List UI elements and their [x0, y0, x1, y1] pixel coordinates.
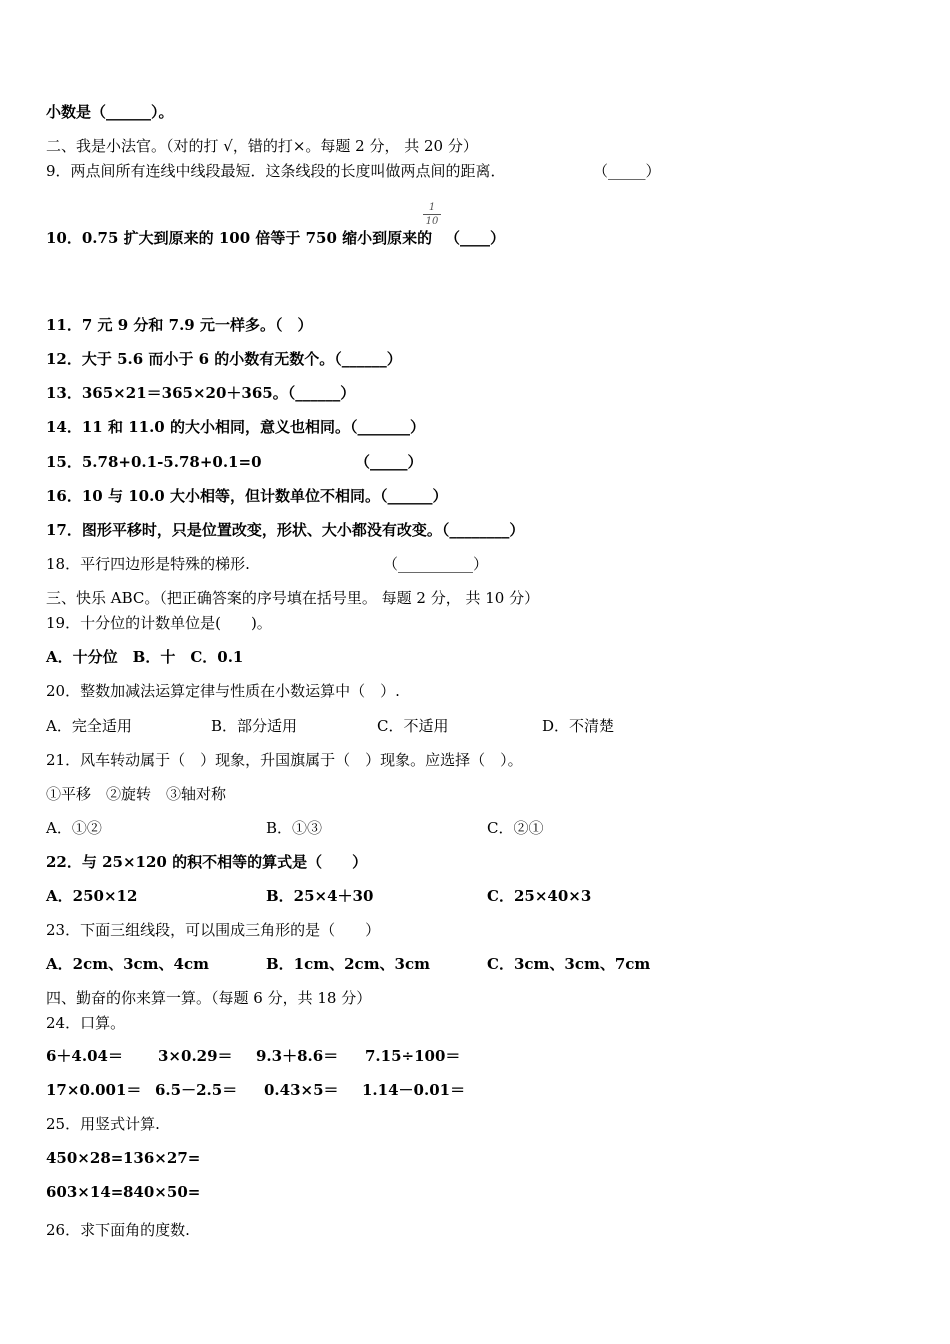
vertical-calc-item: 603×14= [46, 1183, 124, 1201]
vertical-calc-item: 136×27= [123, 1149, 201, 1167]
mental-math-item: 7.15÷100＝ [365, 1047, 461, 1065]
mental-math-item: 6＋4.04＝ [46, 1047, 123, 1065]
question-9: 9．两点间所有连线中线段最短．这条线段的长度叫做两点间的距离． [46, 162, 506, 180]
question-26: 26．求下面角的度数. [46, 1221, 190, 1239]
question-22-option-a: A．250×12 [46, 887, 138, 905]
question-10-blank: （____） [445, 229, 506, 247]
question-17: 17．图形平移时，只是位置改变，形状、大小都没有改变。（________） [46, 521, 525, 539]
q8-tail: 小数是（______）。 [46, 103, 174, 121]
fraction-one-tenth [423, 202, 441, 227]
question-18-blank: （__________） [383, 555, 489, 573]
question-13: 13．365×21＝365×20＋365。（______） [46, 384, 356, 402]
question-20: 20．整数加减法运算定律与性质在小数运算中（ ）. [46, 682, 400, 700]
section-3-heading: 三、快乐 ABC。（把正确答案的序号填在括号里。 每题 2 分， 共 10 分） [46, 589, 540, 607]
question-20-option-b: B．部分适用 [211, 717, 298, 735]
vertical-calc-item: 840×50= [123, 1183, 201, 1201]
fraction-denominator: 10 [425, 216, 439, 227]
question-22: 22．与 25×120 的积不相等的算式是（ ） [46, 853, 368, 871]
question-15-blank: （_____） [355, 453, 423, 471]
question-11: 11．7 元 9 分和 7.9 元一样多。（ ） [46, 316, 313, 334]
question-18: 18．平行四边形是特殊的梯形. [46, 555, 250, 573]
vertical-calc-item: 450×28= [46, 1149, 124, 1167]
question-23-option-c: C．3cm、3cm、7cm [487, 955, 651, 973]
section-4-heading: 四、勤奋的你来算一算。（每题 6 分，共 18 分） [46, 989, 372, 1007]
question-16: 16．10 与 10.0 大小相等，但计数单位不相同。（______） [46, 487, 448, 505]
question-21: 21．风车转动属于（ ）现象，升国旗属于（ ）现象。应选择（ ）。 [46, 751, 523, 769]
question-20-option-a: A．完全适用 [46, 717, 132, 735]
fraction-numerator: 1 [428, 202, 436, 213]
question-25: 25．用竖式计算. [46, 1115, 160, 1133]
question-23: 23．下面三组线段，可以围成三角形的是（ ） [46, 921, 381, 939]
question-21-notes: ①平移 ②旋转 ③轴对称 [46, 785, 227, 803]
question-19: 19．十分位的计数单位是( )。 [46, 614, 272, 632]
question-22-option-b: B．25×4＋30 [266, 887, 374, 905]
question-10: 10．0.75 扩大到原来的 100 倍等于 750 缩小到原来的 [46, 229, 433, 247]
question-14: 14．11 和 11.0 的大小相同，意义也相同。（_______） [46, 418, 425, 436]
mental-math-item: 3×0.29＝ [158, 1047, 233, 1065]
question-22-option-c: C．25×40×3 [487, 887, 592, 905]
question-20-option-c: C．不适用 [377, 717, 449, 735]
question-20-option-d: D．不清楚 [542, 717, 615, 735]
question-21-option-b: B．①③ [266, 819, 323, 837]
mental-math-item: 1.14－0.01＝ [362, 1081, 466, 1099]
question-19-options: A．十分位 B．十 C．0.1 [46, 648, 244, 666]
question-12: 12．大于 5.6 而小于 6 的小数有无数个。（______） [46, 350, 402, 368]
mental-math-item: 17×0.001＝ [46, 1081, 142, 1099]
question-24: 24．口算。 [46, 1014, 126, 1032]
section-2-heading: 二、我是小法官。（对的打 √，错的打×。每题 2 分， 共 20 分） [46, 137, 478, 155]
mental-math-item: 6.5－2.5＝ [155, 1081, 238, 1099]
question-23-option-b: B．1cm、2cm、3cm [266, 955, 431, 973]
question-23-option-a: A．2cm、3cm、4cm [46, 955, 209, 973]
question-15: 15．5.78+0.1-5.78+0.1=0 [46, 453, 262, 471]
question-9-blank: （_____） [593, 162, 661, 180]
question-21-option-c: C．②① [487, 819, 544, 837]
question-21-option-a: A．①② [46, 819, 102, 837]
mental-math-item: 9.3＋8.6＝ [256, 1047, 339, 1065]
mental-math-item: 0.43×5＝ [264, 1081, 339, 1099]
